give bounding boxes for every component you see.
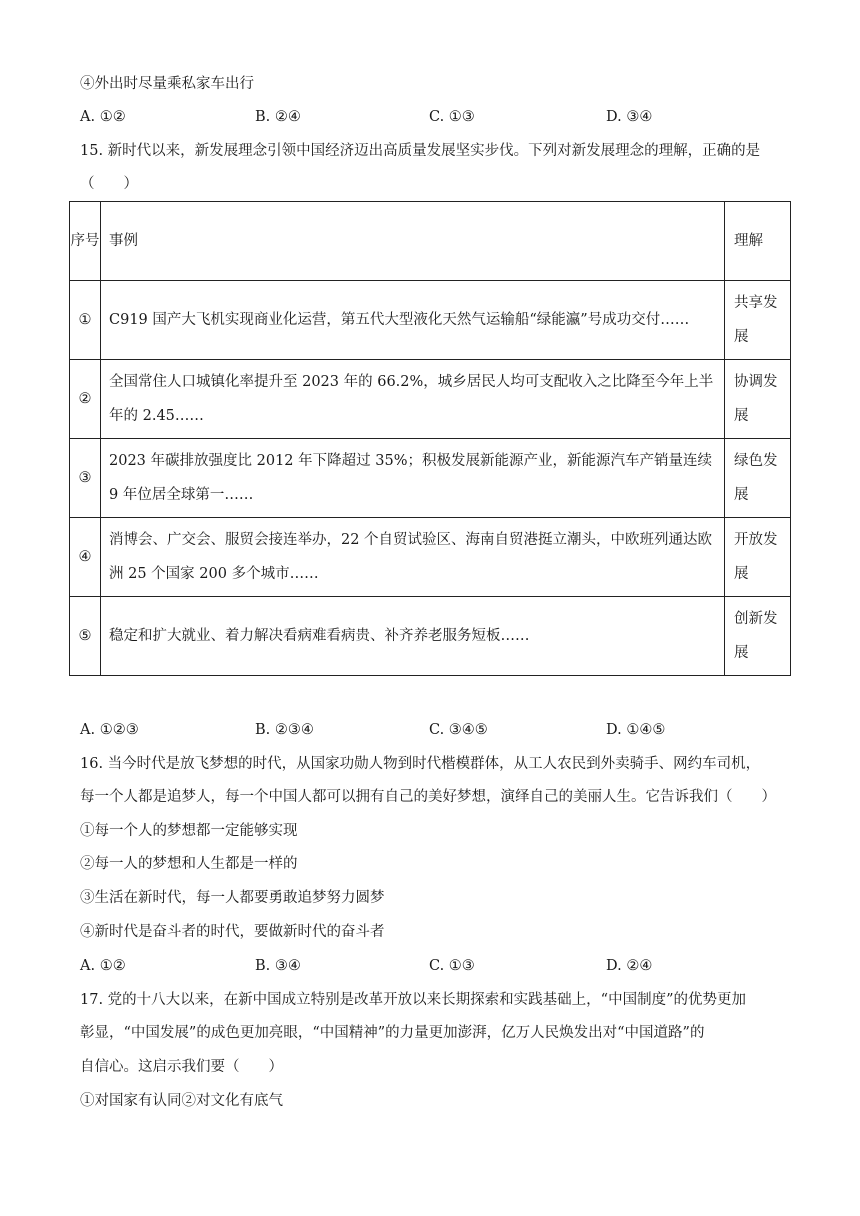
row-understanding: 开放发展 — [725, 518, 791, 597]
answer-d[interactable]: D. ②④ — [606, 958, 653, 974]
table-row — [70, 439, 791, 518]
row-understanding: 共享发展 — [725, 281, 791, 360]
table-row — [70, 281, 791, 360]
header-understanding: 理解 — [725, 202, 791, 281]
row-no: ⑤ — [70, 597, 101, 676]
row-understanding: 绿色发展 — [725, 439, 791, 518]
row-example: 2023 年碳排放强度比 2012 年下降超过 35%；积极发展新能源产业，新能源汽车产销量连续 9 年位居全球第一…… — [101, 439, 725, 518]
q17-stem-cont: 彰显，“中国发展”的成色更加亮眼，“中国精神”的力量更加澎湃，亿万人民焕发出对“中国道路”的 — [80, 1025, 705, 1041]
q16-answer-choices — [80, 956, 780, 976]
table-row — [70, 518, 791, 597]
answer-d[interactable]: D. ③④ — [606, 109, 653, 125]
row-example: 消博会、广交会、服贸会接连举办，22 个自贸试验区、海南自贸港挺立潮头，中欧班列通达欧洲 25 个国家 200 多个城市…… — [101, 518, 725, 597]
q17-option-line: ①对国家有认同②对文化有底气 — [80, 1093, 283, 1109]
q17-stem: 17. 党的十八大以来，在新中国成立特别是改革开放以来长期探索和实践基础上，“中国制度”的优势更加 — [80, 992, 746, 1008]
row-no: ② — [70, 360, 101, 439]
q15-table — [69, 201, 791, 676]
q16-option-1: ①每一个人的梦想都一定能够实现 — [80, 823, 298, 839]
q16-stem: 16. 当今时代是放飞梦想的时代，从国家功勋人物到时代楷模群体，从工人农民到外卖骑手、网约车司机， — [80, 756, 761, 772]
row-example: 稳定和扩大就业、着力解决看病难看病贵、补齐养老服务短板…… — [101, 597, 725, 676]
table-row — [70, 360, 791, 439]
answer-d[interactable]: D. ①④⑤ — [606, 722, 666, 738]
row-example: 全国常住人口城镇化率提升至 2023 年的 66.2%，城乡居民人均可支配收入之比降至今年上半年的 2.45…… — [101, 360, 725, 439]
header-no: 序号 — [70, 202, 101, 281]
row-understanding: 创新发展 — [725, 597, 791, 676]
table-row — [70, 597, 791, 676]
q16-stem-cont: 每一个人都是追梦人，每一个中国人都可以拥有自己的美好梦想，演绎自己的美丽人生。它告诉我们（ ） — [80, 789, 776, 805]
q15-answer-choices — [80, 720, 780, 740]
answer-a[interactable]: A. ①② — [80, 958, 126, 974]
answer-a[interactable]: A. ①② — [80, 109, 126, 125]
q17-stem-end: 自信心。这启示我们要（ ） — [80, 1059, 283, 1075]
row-understanding: 协调发展 — [725, 360, 791, 439]
answer-b[interactable]: B. ②④ — [255, 109, 301, 125]
answer-c[interactable]: C. ①③ — [429, 958, 475, 974]
row-no: ③ — [70, 439, 101, 518]
table-header-row — [70, 202, 791, 281]
header-example: 事例 — [101, 202, 725, 281]
answer-b[interactable]: B. ③④ — [255, 958, 301, 974]
q16-option-2: ②每一人的梦想和人生都是一样的 — [80, 856, 298, 872]
row-no: ④ — [70, 518, 101, 597]
row-no: ① — [70, 281, 101, 360]
answer-c[interactable]: C. ①③ — [429, 109, 475, 125]
row-example: C919 国产大飞机实现商业化运营，第五代大型液化天然气运输船“绿能瀛”号成功交付…… — [101, 281, 725, 360]
q16-option-4: ④新时代是奋斗者的时代，要做新时代的奋斗者 — [80, 924, 385, 940]
answer-a[interactable]: A. ①②③ — [80, 722, 139, 738]
q16-option-3: ③生活在新时代，每一人都要勇敢追梦努力圆梦 — [80, 890, 385, 906]
answer-c[interactable]: C. ③④⑤ — [429, 722, 488, 738]
q15-stem: 15. 新时代以来，新发展理念引领中国经济迈出高质量发展坚实步伐。下列对新发展理念的理解，正确的是 — [80, 143, 761, 159]
prev-option-4: ④外出时尽量乘私家车出行 — [80, 76, 254, 92]
prev-answer-choices — [80, 107, 780, 127]
q15-stem-bracket: （ ） — [80, 176, 138, 192]
answer-b[interactable]: B. ②③④ — [255, 722, 314, 738]
